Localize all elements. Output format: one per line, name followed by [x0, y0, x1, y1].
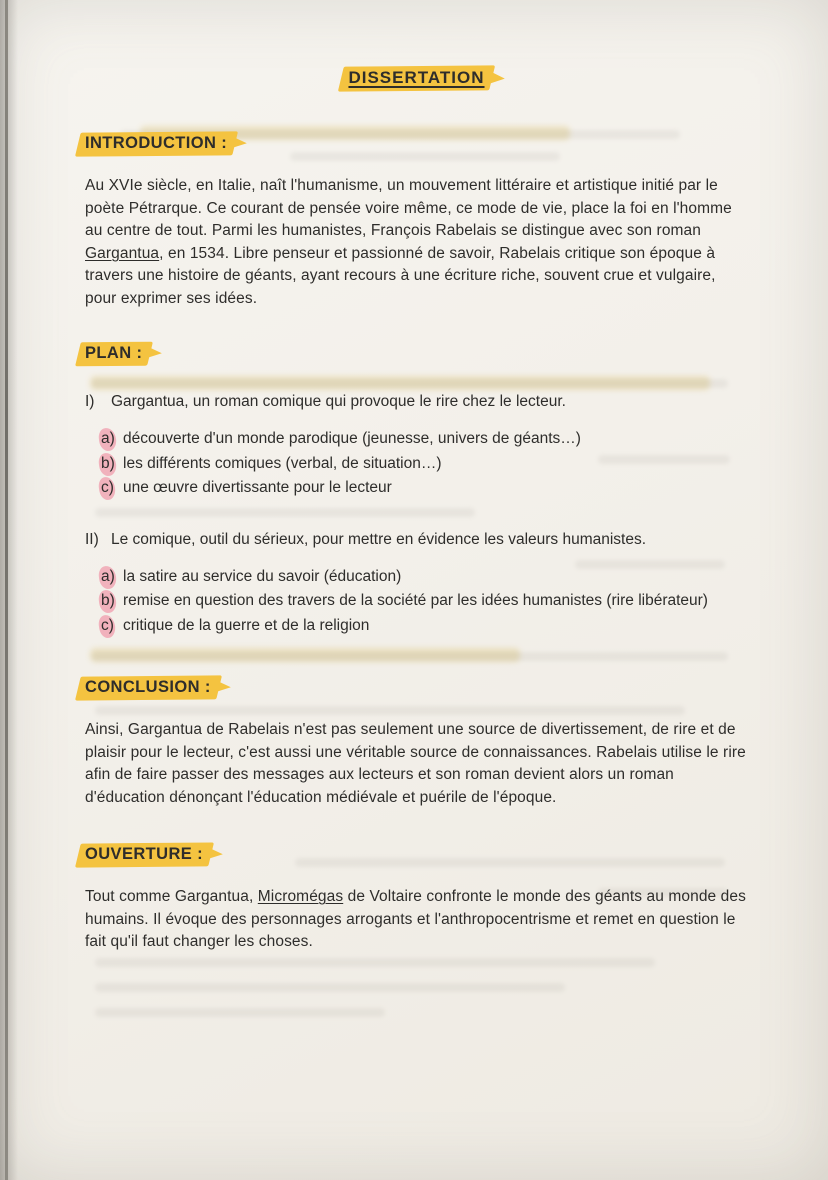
subitem-letter: c) — [101, 476, 114, 501]
conclusion-paragraph: Ainsi, Gargantua de Rabelais n'est pas seulement une source de divertissement, de rire et de plaisir pour le lecteur, c'est aussi une véritable source de connaissances. Rabelais utilise le rire afin de faire passer des messages aux lecteurs et son roman devient alors un roman d'éducation dénonçant l'éducation médiévale et puérile de l'époque. — [85, 721, 746, 806]
list-item — [101, 476, 748, 501]
ouverture-heading-label: OUVERTURE : — [85, 845, 204, 863]
subitem-letter: b) — [101, 452, 115, 477]
conclusion-heading-label: CONCLUSION : — [85, 678, 211, 696]
plan-item-1-numeral: I) — [85, 393, 95, 410]
ouverture-heading — [85, 845, 748, 864]
ouverture-paragraph — [85, 886, 748, 954]
bleed-through-line — [95, 958, 655, 967]
list-item — [101, 565, 748, 590]
subitem-text: la satire au service du savoir (éducation) — [123, 567, 402, 585]
list-item — [101, 589, 748, 614]
list-item — [101, 452, 748, 477]
introduction-heading-label: INTRODUCTION : — [85, 134, 228, 152]
subitem-text: critique de la guerre et de la religion — [123, 616, 370, 634]
ouverture-segment: de Voltaire confronte le monde des géants au monde des humains. Il évoque des personnages arrogants et l'anthropocentrisme et remet en question le fait qu'il faut changer les choses. — [85, 888, 746, 950]
list-item — [101, 614, 748, 639]
conclusion-heading — [85, 678, 748, 697]
plan-heading-label: PLAN : — [85, 344, 143, 362]
plan-item-1-sublist — [101, 427, 748, 501]
underlined-word-micromegas: Micromégas — [257, 888, 344, 905]
intro-segment: , en 1534. Libre penseur et passionné de savoir, Rabelais critique son époque à travers une histoire de géants, ayant recours à une écriture riche, souvent crue et vulgaire, pour exprimer ses idées. — [85, 244, 716, 307]
bleed-through-line — [95, 1008, 385, 1017]
subitem-text: les différents comiques (verbal, de situation…) — [123, 454, 442, 472]
introduction-heading — [85, 134, 748, 153]
subitem-letter: a) — [101, 427, 115, 452]
document-title: DISSERTATION — [348, 68, 485, 87]
subitem-text: remise en question des travers de la société par les idées humanistes (rire libérateur) — [123, 592, 708, 609]
bleed-through-line — [95, 983, 565, 992]
plan-item-1 — [85, 391, 748, 413]
title-row — [85, 68, 748, 88]
plan-item-2-numeral: II) — [85, 530, 99, 548]
subitem-text: une œuvre divertissante pour le lecteur — [123, 479, 392, 496]
plan-heading — [85, 344, 748, 363]
plan-item-1-text: Gargantua, un roman comique qui provoque le rire chez le lecteur. — [111, 393, 566, 410]
list-item — [101, 427, 748, 452]
subitem-letter: c) — [101, 614, 114, 639]
plan-item-2-sublist — [101, 565, 748, 639]
ouverture-segment: Tout comme Gargantua, — [85, 888, 258, 905]
underlined-word-gargantua: Gargantua — [85, 244, 160, 262]
subitem-text: découverte d'un monde parodique (jeunesse, univers de géants…) — [123, 430, 581, 447]
subitem-letter: a) — [101, 565, 115, 590]
introduction-paragraph — [85, 175, 748, 310]
plan-item-2 — [85, 529, 748, 551]
subitem-letter: b) — [101, 589, 115, 614]
intro-segment: Au XVIe siècle, en Italie, naît l'humanisme, un mouvement littéraire et artistique initié par le poète Pétrarque. Ce courant de pensée voire même, ce mode de vie, place la foi en l'homme au centre de tout. Parmi les humanistes, François Rabelais se distingue avec son roman — [85, 177, 732, 239]
plan-item-2-text: Le comique, outil du sérieux, pour mettre en évidence les valeurs humanistes. — [111, 530, 647, 548]
